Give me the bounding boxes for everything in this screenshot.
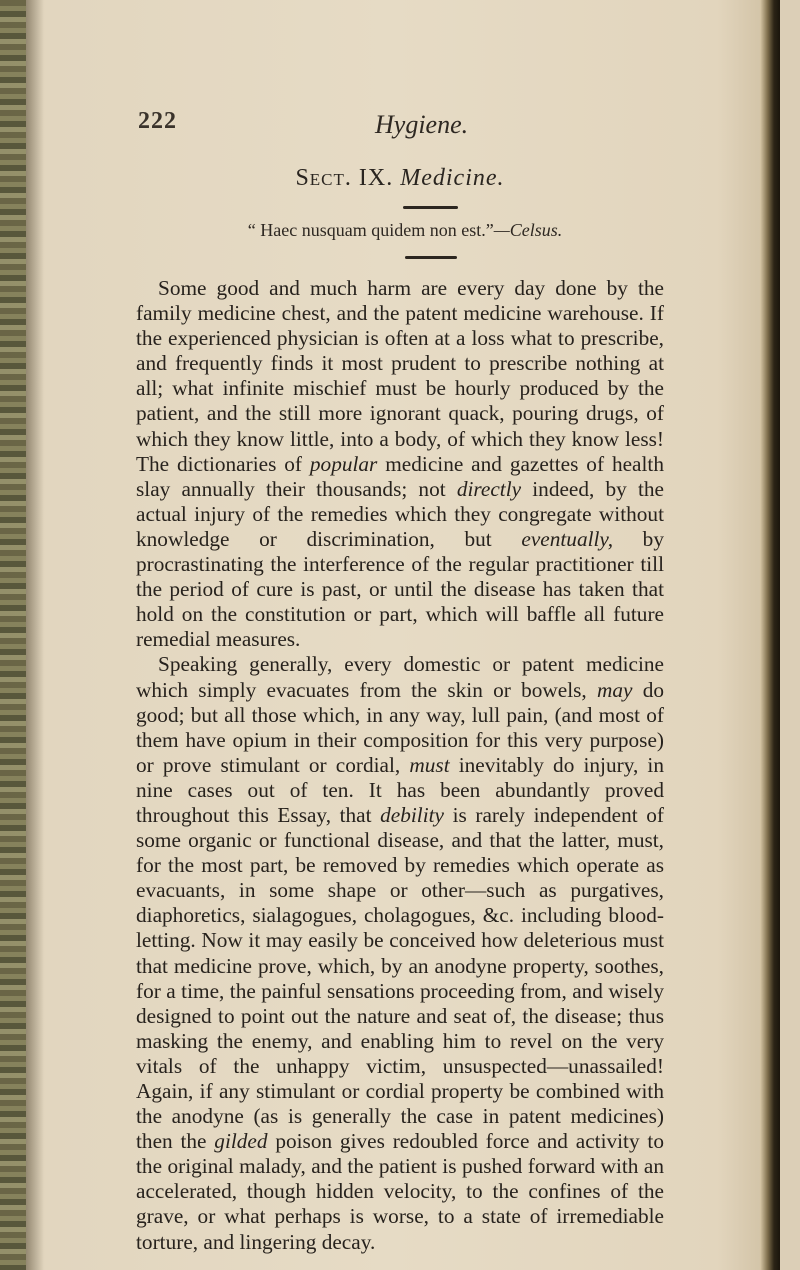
epigraph-author: —Celsus. — [493, 220, 563, 240]
section-label: Sect. IX. — [295, 165, 394, 191]
emphasis: eventually, — [521, 526, 614, 551]
emphasis: may — [596, 677, 633, 702]
body-text — [136, 276, 664, 1255]
text-segment: Speaking generally, every domestic or patent medicine which simply evacuates from the skin or bowels, — [136, 652, 664, 702]
running-title: Hygiene. — [375, 110, 469, 139]
ornamental-rule-top — [403, 206, 458, 209]
text-segment: medicine and gazettes of health slay annually their thousands; not — [136, 451, 664, 501]
page-number: 222 — [138, 108, 177, 134]
emphasis: popular — [309, 451, 378, 476]
text-segment: is rarely independent of some organic or functional disease, and that the latter, must, for the most part, be removed by remedies which operate as evacuants, in some shape or other—such as purgatives, diaphoretics, sialagogues, cholagogues, &c. including blood-letting. Now it may easily be conceived how deleterious must that medicine prove, which, by an anodyne property, soothes, for a time, the painful sensations proceeding from, and wisely designed to point out the nature and seat of, the disease; thus masking the enemy, and enabling him to revel on the very vitals of the unhappy victim, unsuspected—unassailed! Again, if any stimulant or cordial property be combined with the anodyne (as is generally the case in patent medicines) then the — [136, 802, 664, 1154]
emphasis: directly — [456, 476, 522, 501]
ornamental-rule-bottom — [405, 256, 457, 259]
text-segment: by procrastinating the interference of the regular practitioner till the period of cure is past, or until the disease has taken that hold on the constitution or part, which will baffle all future remedial measures. — [136, 526, 664, 652]
epigraph-quote: “ Haec nusquam quidem non est.” — [247, 220, 494, 240]
text-segment: indeed, by the actual injury of the remedies which they congregate without knowledge or discrimination, but — [136, 476, 664, 551]
page-edge — [760, 0, 780, 1270]
section-heading — [0, 165, 780, 192]
text-segment: Some good and much harm are every day done by the family medicine chest, and the patent medicine warehouse. If the experienced physician is often at a loss what to prescribe, and frequently finds it most prudent to prescribe nothing at all; what infinite mischief must be hourly produced by the patient, and the still more ignorant quack, pouring drugs, of which they know little, into a body, of which they know less! The dictionaries of — [136, 276, 664, 476]
paragraph-2 — [136, 652, 664, 1254]
emphasis: must — [409, 752, 450, 777]
epigraph — [0, 220, 780, 241]
emphasis: gilded — [214, 1129, 268, 1154]
text-segment: poison gives redoubled force and activity to the original malady, and the patient is pushed forward with an accelerated, though hidden velocity, to the confines of the grave, or what perhaps is worse, to a state of irremediable torture, and lingering decay. — [136, 1129, 664, 1254]
emphasis: debility — [380, 802, 444, 827]
paragraph-1 — [136, 276, 664, 652]
text-segment: do good; but all those which, in any way, lull pain, (and most of them have opium in their composition for this very purpose) or prove stimulant or cordial, — [136, 677, 664, 777]
text-segment: inevitably do injury, in nine cases out of ten. It has been abundantly proved throughout this Essay, that — [136, 752, 664, 827]
section-title: Medicine. — [400, 165, 505, 191]
